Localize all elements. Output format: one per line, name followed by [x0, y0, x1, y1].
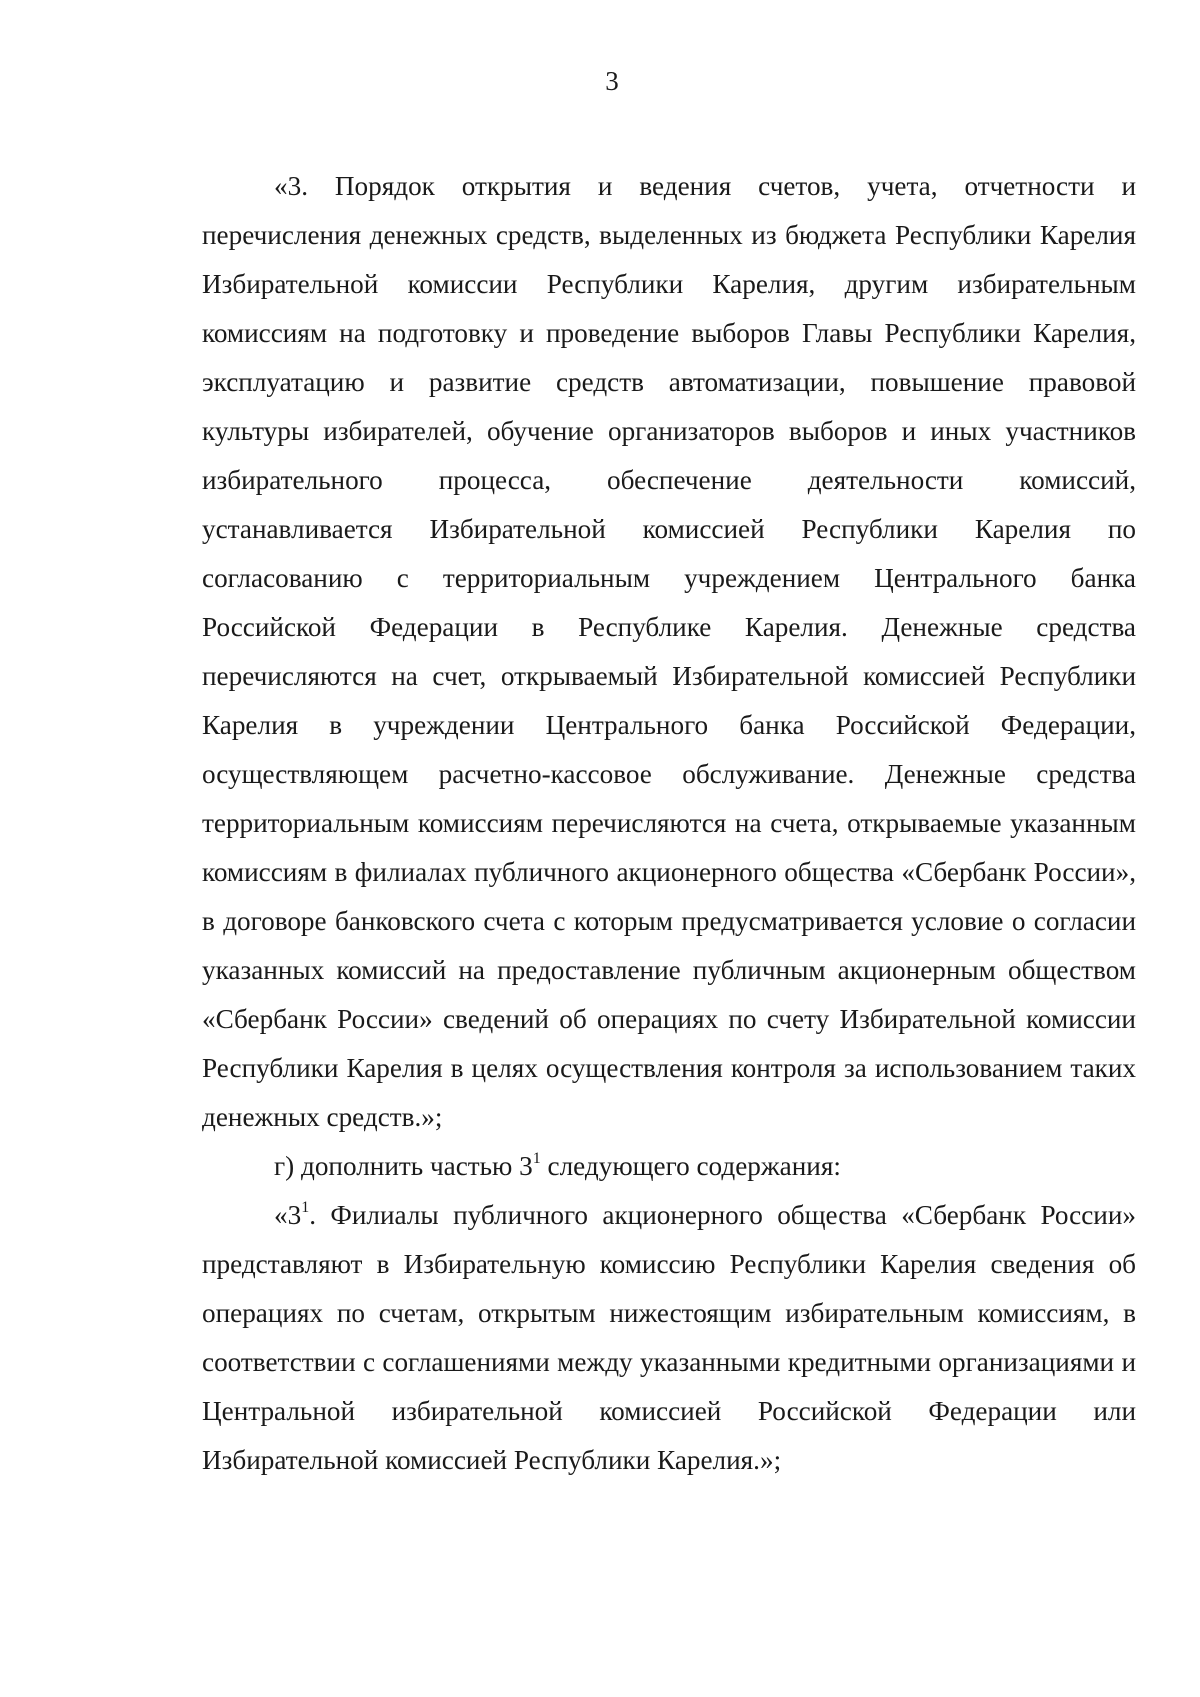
superscript-index: 1: [532, 1150, 541, 1167]
paragraph-part-3-1: [202, 1191, 1136, 1485]
part-3-1-prefix: «3: [274, 1200, 302, 1230]
paragraph-amendment-g: [202, 1142, 1136, 1191]
amendment-g-text: г) дополнить частью 3: [274, 1151, 533, 1181]
page-number: 3: [605, 66, 619, 96]
document-body: [202, 162, 1136, 1485]
amendment-g-text-tail: следующего содержания:: [540, 1151, 841, 1181]
part-3-1-text: . Филиалы публичного акционерного общества «Сбербанк России» представляют в Избирательную комиссию Республики Карелия сведения об операциях по счетам, открытым нижестоящим избирательным комиссиям, в соответствии с соглашениями между указанными кредитными организациями и Центральной избирательной комиссией Российской Федерации или Избирательной комиссией Республики Карелия.»;: [202, 1200, 1136, 1475]
paragraph-part-3: «3. Порядок открытия и ведения счетов, учета, отчетности и перечисления денежных средств, выделенных из бюджета Республики Карелия Избирательной комиссии Республики Карелия, другим избирательным комиссиям на подготовку и проведение выборов Главы Республики Карелия, эксплуатацию и развитие средств автоматизации, повышение правовой культуры избирателей, обучение организаторов выборов и иных участников избирательного процесса, обеспечение деятельности комиссий, устанавливается Избирательной комиссией Республики Карелия по согласованию с территориальным учреждением Центрального банка Российской Федерации в Республике Карелия. Денежные средства перечисляются на счет, открываемый Избирательной комиссией Республики Карелия в учреждении Центрального банка Российской Федерации, осуществляющем расчетно-кассовое обслуживание. Денежные средства территориальным комиссиям перечисляются на счета, открываемые указанным комиссиям в филиалах публичного акционерного общества «Сбербанк России», в договоре банковского счета с которым предусматривается условие о согласии указанных комиссий на предоставление публичным акционерным обществом «Сбербанк России» сведений об операциях по счету Избирательной комиссии Республики Карелия в целях осуществления контроля за использованием таких денежных средств.»;: [202, 171, 1136, 1132]
superscript-index: 1: [301, 1199, 310, 1216]
